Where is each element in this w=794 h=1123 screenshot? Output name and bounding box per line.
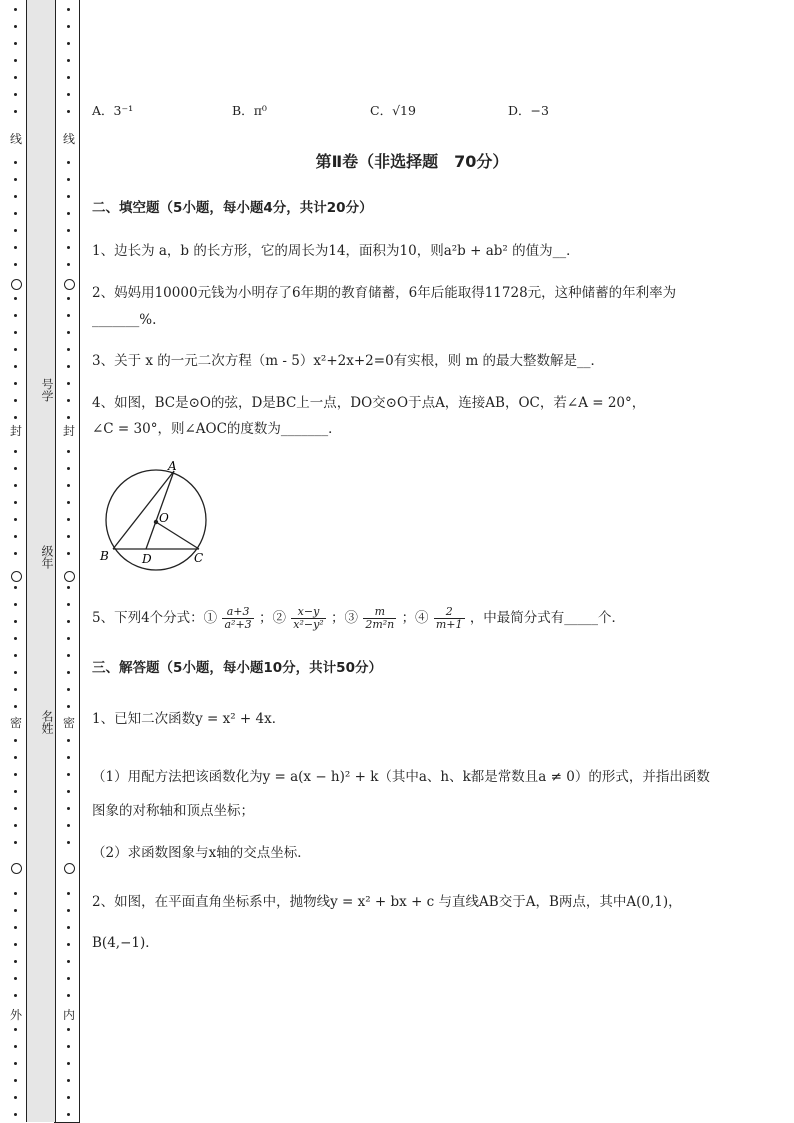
q5-prefix: 5、下列4个分式：①: [92, 610, 218, 626]
outer-dot: [14, 671, 17, 674]
outer-dot: [14, 637, 17, 640]
segment-oc: [156, 522, 199, 549]
inner-cut-mark: 内: [62, 1008, 75, 1022]
label-b: B: [100, 549, 109, 563]
outer-dot: [14, 535, 17, 538]
outer-dot: [14, 331, 17, 334]
inner-dot: [67, 399, 70, 402]
outer-cut-mark: 封: [9, 424, 22, 438]
outer-dot: [14, 620, 17, 623]
inner-dot: [67, 1028, 70, 1031]
inner-dot: [67, 212, 70, 215]
outer-dot: [14, 790, 17, 793]
q5-separator-1: ；②: [258, 610, 286, 626]
inner-ring: [64, 863, 75, 874]
inner-dot: [67, 1045, 70, 1048]
inner-dot: [67, 756, 70, 759]
outer-dot: [14, 450, 17, 453]
inner-dot: [67, 42, 70, 45]
outer-dot: [14, 960, 17, 963]
inner-dot: [67, 178, 70, 181]
binding-strip: [0, 0, 82, 1123]
inner-cut-mark: 封: [62, 424, 75, 438]
outer-ring: [11, 863, 22, 874]
outer-dot: [14, 1062, 17, 1065]
outer-dot: [14, 552, 17, 555]
outer-dot: [14, 110, 17, 113]
outer-dot: [14, 773, 17, 776]
outer-dot: [14, 76, 17, 79]
outer-dot: [14, 994, 17, 997]
outer-dot: [14, 943, 17, 946]
fill-question-3: 3、关于 x 的一元二次方程（m - 5）x²+2x+2=0有实根，则 m 的最大整数解是__．: [92, 353, 605, 369]
inner-dot: [67, 739, 70, 742]
circle-figure: [96, 456, 216, 571]
inner-dot: [67, 25, 70, 28]
label-a: A: [168, 459, 177, 473]
solve-question-2-line-2: B(4,−1)．: [92, 935, 159, 951]
outer-dot: [14, 501, 17, 504]
section-2-heading: 二、填空题（5小题，每小题4分，共计20分）: [92, 200, 373, 216]
inner-dot: [67, 450, 70, 453]
fill-question-4-line-2: ∠C = 30°，则∠AOC的度数为_______．: [92, 421, 342, 437]
q5-separator-3: ；④: [401, 610, 429, 626]
inner-dot: [67, 705, 70, 708]
inner-dot: [67, 586, 70, 589]
inner-dot: [67, 603, 70, 606]
inner-dot: [67, 467, 70, 470]
outer-dot: [14, 348, 17, 351]
inner-dot: [67, 909, 70, 912]
inner-dot: [67, 654, 70, 657]
choice-a: A．3⁻¹: [92, 103, 134, 118]
outer-dot: [14, 756, 17, 759]
outer-dot: [14, 586, 17, 589]
outer-dot: [14, 297, 17, 300]
inner-dot: [67, 960, 70, 963]
outer-dot: [14, 739, 17, 742]
label-o: O: [159, 511, 169, 525]
field-grade: 级年: [40, 545, 54, 569]
part-2-title: 第Ⅱ卷（非选择题 70分）: [315, 152, 509, 171]
solve-question-1-part-2: （2）求函数图象与x轴的交点坐标．: [92, 845, 311, 861]
outer-cut-mark: 线: [9, 132, 22, 146]
choice-b: B．π⁰: [232, 103, 267, 118]
outer-ring: [11, 571, 22, 582]
outer-dot: [14, 654, 17, 657]
inner-dot: [67, 671, 70, 674]
inner-dot: [67, 8, 70, 11]
student-info-band: [26, 0, 56, 1122]
fraction-2: $\frac{x-y}{\text{x²−y²}}$: [293, 605, 324, 631]
inner-dot: [67, 1113, 70, 1116]
q5-suffix: ，中最简分式有_____个．: [469, 610, 626, 626]
outer-dot: [14, 365, 17, 368]
outer-dot: [14, 484, 17, 487]
inner-cut-mark: 线: [62, 132, 75, 146]
choice-c: C．√19: [370, 103, 416, 118]
outer-dot: [14, 212, 17, 215]
segment-da: [146, 471, 174, 549]
solve-question-1: 1、已知二次函数y = x² + 4x．: [92, 711, 286, 727]
fraction-3: $\frac{m}{\text{2m²n}}$: [365, 605, 395, 631]
inner-dot: [67, 382, 70, 385]
inner-dot: [67, 331, 70, 334]
outer-dot-column: [9, 0, 23, 1123]
inner-dot: [67, 943, 70, 946]
inner-dot: [67, 688, 70, 691]
outer-dot: [14, 807, 17, 810]
outer-dot: [14, 467, 17, 470]
inner-dot: [67, 790, 70, 793]
inner-dot: [67, 416, 70, 419]
label-d: D: [142, 552, 152, 566]
inner-dot: [67, 93, 70, 96]
outer-dot: [14, 263, 17, 266]
inner-dot: [67, 246, 70, 249]
binding-border-line: [79, 0, 80, 1123]
inner-dot: [67, 926, 70, 929]
outer-dot: [14, 42, 17, 45]
outer-dot: [14, 841, 17, 844]
inner-dot: [67, 1079, 70, 1082]
inner-dot: [67, 807, 70, 810]
fill-question-2-line-2: _______%.: [92, 312, 157, 328]
inner-dot: [67, 110, 70, 113]
fill-question-1: 1、边长为 a，b 的长方形，它的周长为14，面积为10，则a²b + ab² 的值为__．: [92, 243, 580, 259]
inner-dot: [67, 637, 70, 640]
outer-dot: [14, 229, 17, 232]
outer-dot: [14, 1045, 17, 1048]
outer-dot: [14, 416, 17, 419]
inner-dot: [67, 76, 70, 79]
outer-dot: [14, 909, 17, 912]
inner-dot: [67, 161, 70, 164]
outer-dot: [14, 93, 17, 96]
outer-dot: [14, 1028, 17, 1031]
inner-ring: [64, 279, 75, 290]
field-name: 名姓: [40, 710, 54, 734]
fill-question-2-line-1: 2、妈妈用10000元钱为小明存了6年期的教育储蓄，6年后能取得11728元，这种储蓄的年利率为: [92, 285, 677, 301]
inner-dot: [67, 773, 70, 776]
outer-dot: [14, 892, 17, 895]
outer-cut-mark: 外: [9, 1008, 22, 1022]
inner-dot: [67, 620, 70, 623]
outer-dot: [14, 705, 17, 708]
choice-d: D．−3: [508, 103, 549, 118]
outer-ring: [11, 279, 22, 290]
field-student-number: 号学: [40, 378, 54, 402]
outer-dot: [14, 977, 17, 980]
outer-dot: [14, 824, 17, 827]
outer-cut-mark: 密: [9, 716, 22, 730]
outer-dot: [14, 314, 17, 317]
inner-dot: [67, 977, 70, 980]
section-3-heading: 三、解答题（5小题，每小题10分，共计50分）: [92, 660, 382, 676]
inner-dot: [67, 841, 70, 844]
inner-dot: [67, 518, 70, 521]
outer-dot: [14, 8, 17, 11]
inner-dot: [67, 229, 70, 232]
inner-ring: [64, 571, 75, 582]
outer-dot: [14, 1079, 17, 1082]
fraction-4: $\frac{2}{m+1}$: [435, 605, 463, 631]
inner-dot: [67, 535, 70, 538]
inner-dot: [67, 994, 70, 997]
fill-question-4-line-1: 4、如图，BC是⊙O的弦，D是BC上一点，DO交⊙O于点A，连接AB，OC，若∠A = 20°，: [92, 395, 646, 411]
inner-dot: [67, 501, 70, 504]
inner-dot: [67, 1096, 70, 1099]
solve-question-1-part-1-line-1: （1）用配方法把该函数化为y = a(x − h)² + k（其中a、h、k都是常数且a ≠ 0）的形式，并指出函数: [92, 769, 710, 785]
solve-question-1-part-1-line-2: 图象的对称轴和顶点坐标；: [92, 803, 254, 819]
inner-dot: [67, 263, 70, 266]
inner-dot: [67, 314, 70, 317]
solve-question-2-line-1: 2、如图，在平面直角坐标系中，抛物线y = x² + bx + c 与直线AB交于A，B两点，其中A(0,1)，: [92, 894, 682, 910]
inner-dot: [67, 348, 70, 351]
inner-dot: [67, 1062, 70, 1065]
outer-dot: [14, 178, 17, 181]
fill-question-5: [92, 603, 625, 633]
outer-dot: [14, 246, 17, 249]
inner-dot: [67, 824, 70, 827]
inner-dot: [67, 892, 70, 895]
outer-dot: [14, 688, 17, 691]
inner-dot-column: [62, 0, 76, 1123]
outer-dot: [14, 1096, 17, 1099]
center-point: [154, 520, 158, 524]
inner-dot: [67, 195, 70, 198]
outer-dot: [14, 195, 17, 198]
outer-dot: [14, 518, 17, 521]
inner-dot: [67, 365, 70, 368]
inner-dot: [67, 552, 70, 555]
outer-dot: [14, 59, 17, 62]
outer-dot: [14, 603, 17, 606]
q5-separator-2: ；③: [331, 610, 359, 626]
label-c: C: [194, 551, 204, 565]
inner-dot: [67, 484, 70, 487]
outer-dot: [14, 1113, 17, 1116]
inner-cut-mark: 密: [62, 716, 75, 730]
inner-dot: [67, 59, 70, 62]
fraction-1: $\frac{a+3}{\text{a²+3}}$: [224, 605, 252, 631]
outer-dot: [14, 926, 17, 929]
outer-dot: [14, 25, 17, 28]
outer-dot: [14, 382, 17, 385]
outer-dot: [14, 399, 17, 402]
outer-dot: [14, 161, 17, 164]
inner-dot: [67, 297, 70, 300]
